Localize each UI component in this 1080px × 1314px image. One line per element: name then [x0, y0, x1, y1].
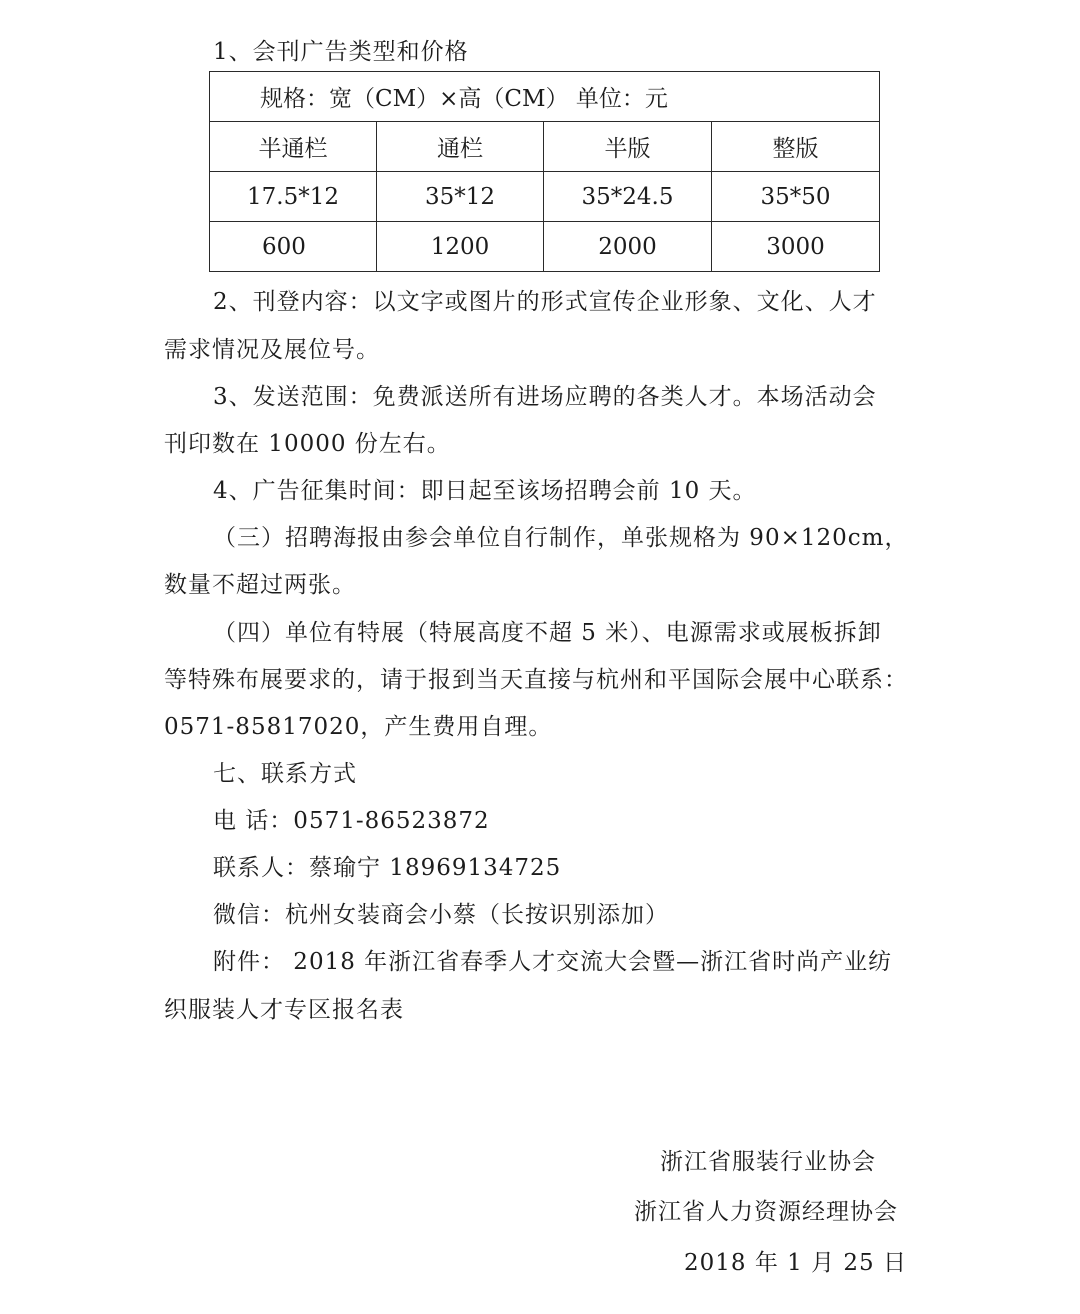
table-row-sizes [210, 172, 880, 222]
size-half-column: 17.5*12 [210, 172, 377, 222]
signature-org-hr: 浙江省人力资源经理协会 [634, 1199, 898, 1225]
paragraph-special-line-1: （四）单位有特展（特展高度不超 5 米）、电源需求或展板拆卸 [213, 620, 882, 646]
signature-date: 2018 年 1 月 25 日 [684, 1250, 907, 1276]
size-full-column: 35*12 [377, 172, 544, 222]
paragraph-3-line-1: 3、发送范围：免费派送所有进场应聘的各类人才。本场活动会 [213, 384, 877, 410]
signature-org-apparel: 浙江省服装行业协会 [660, 1149, 876, 1175]
price-half-column: 600 [210, 222, 377, 272]
paragraph-poster-line-2: 数量不超过两张。 [164, 572, 356, 598]
paragraph-special-line-3: 0571-85817020，产生费用自理。 [164, 714, 553, 740]
attachment-line-1: 附件： 2018 年浙江省春季人才交流大会暨—浙江省时尚产业纺 [213, 949, 893, 975]
ad-price-table [209, 71, 880, 272]
table-spec-note: 规格：宽（CM）×高（CM） 单位：元 [210, 72, 880, 122]
paragraph-poster-line-1: （三）招聘海报由参会单位自行制作，单张规格为 90×120cm， [213, 525, 909, 551]
paragraph-4-line-1: 4、广告征集时间：即日起至该场招聘会前 10 天。 [213, 478, 757, 504]
contact-person: 联系人：蔡瑜宁 18969134725 [213, 855, 562, 881]
ad-section-title: 1、会刊广告类型和价格 [213, 39, 469, 65]
contact-section-title: 七、联系方式 [213, 761, 357, 787]
paragraph-3-line-2: 刊印数在 10000 份左右。 [164, 431, 451, 457]
table-row-prices [210, 222, 880, 272]
header-full-column: 通栏 [377, 122, 544, 172]
price-half-page: 2000 [544, 222, 712, 272]
price-full-page: 3000 [712, 222, 880, 272]
contact-wechat: 微信：杭州女装商会小蔡（长按识别添加） [213, 902, 669, 928]
price-full-column: 1200 [377, 222, 544, 272]
header-full-page: 整版 [712, 122, 880, 172]
attachment-line-2: 织服装人才专区报名表 [164, 997, 404, 1023]
paragraph-2-line-1: 2、刊登内容：以文字或图片的形式宣传企业形象、文化、人才 [213, 289, 877, 315]
size-half-page: 35*24.5 [544, 172, 712, 222]
contact-phone: 电 话：0571-86523872 [213, 808, 490, 834]
header-half-page: 半版 [544, 122, 712, 172]
table-row-headers [210, 122, 880, 172]
paragraph-2-line-2: 需求情况及展位号。 [164, 337, 380, 363]
paragraph-special-line-2: 等特殊布展要求的，请于报到当天直接与杭州和平国际会展中心联系： [164, 667, 908, 693]
size-full-page: 35*50 [712, 172, 880, 222]
header-half-column: 半通栏 [210, 122, 377, 172]
